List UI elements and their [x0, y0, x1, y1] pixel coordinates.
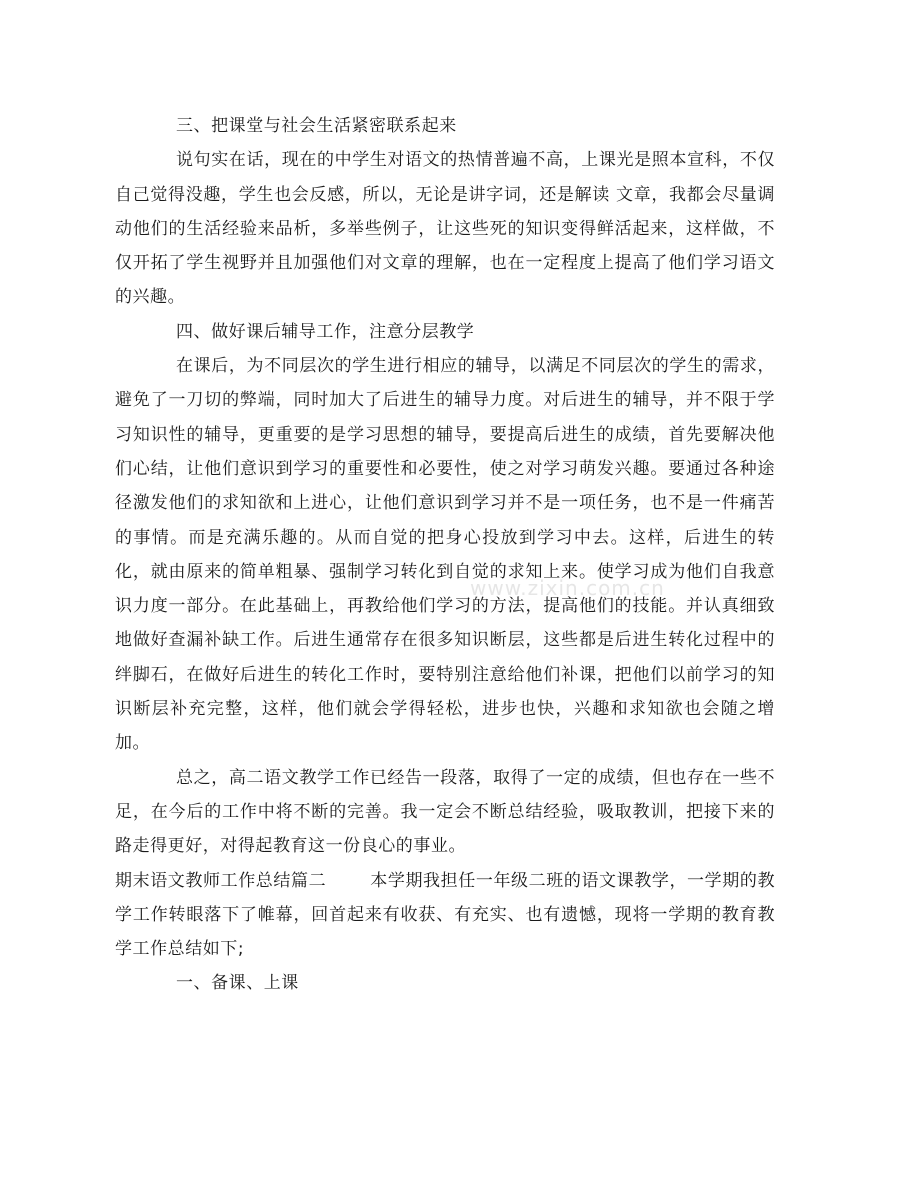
section-two-title: 期末语文教师工作总结篇二 — [115, 870, 327, 891]
paragraph-conclusion: 总之，高二语文教学工作已经告一段落，取得了一定的成绩，但也存在一些不足，在今后的工作中将不断的完善。我一定会不断总结经验，吸取教训，把接下来的路走得更好，对得起教育这一份良心的事业。 — [115, 767, 775, 857]
watermark: www.zixin.com.cn — [470, 576, 665, 600]
paragraph-classroom-society: 说句实在话，现在的中学生对语文的热情普遍不高，上课光是照本宣科，不仅自己觉得没趣，学生也会反感，所以，无论是讲字词，还是解读 文章，我都会尽量调动他们的生活经验来品析，多举些例子，让这些死的知识变得鲜活起来，这样做，不仅开拓了学生视野并且加强他们对文章的理解，也在一定程度上提高了他们学习语文的兴趣。 — [115, 150, 775, 308]
document-body — [115, 109, 775, 1001]
section-two-block — [115, 864, 775, 967]
heading-section-4: 四、做好课后辅导工作，注意分层教学 — [176, 321, 475, 342]
heading-prep-and-teaching: 一、备课、上课 — [176, 973, 299, 994]
section-two-intro: 本学期我担任一年级二班的语文课教学，一学期的教学工作转眼落下了帷幕，回首起来有收获、有充实、也有遗憾，现将一学期的教育教学工作总结如下; — [115, 870, 775, 960]
heading-section-3: 三、把课堂与社会生活紧密联系起来 — [176, 116, 457, 136]
paragraph-after-class-tutoring: 在课后，为不同层次的学生进行相应的辅导，以满足不同层次的学生的需求，避免了一刀切的弊端，同时加大了后进生的辅导力度。对后进生的辅导，并不限于学习知识性的辅导，更重要的是学习思想的辅导，要提高后进生的成绩，首先要解决他们心结，让他们意识到学习的重要性和必要性，使之对学习萌发兴趣。要通过各种途径激发他们的求知欲和上进心，让他们意识到学习并不是一项任务，也不是一件痛苦的事情。而是充满乐趣的。从而自觉的把身心投放到学习中去。这样，后进生的转化，就由原来的简单粗暴、强制学习转化到自觉的求知上来。使学习成为他们自我意识力度一部分。在此基础上，再教给他们学习的方法，提高他们的技能。并认真细致地做好查漏补缺工作。后进生通常存在很多知识断层，这些都是后进生转化过程中的绊脚石，在做好后进生的转化工作时，要特别注意给他们补课，把他们以前学习的知识断层补充完整，这样，他们就会学得轻松，进步也快，兴趣和求知欲也会随之增加。 — [115, 356, 775, 754]
